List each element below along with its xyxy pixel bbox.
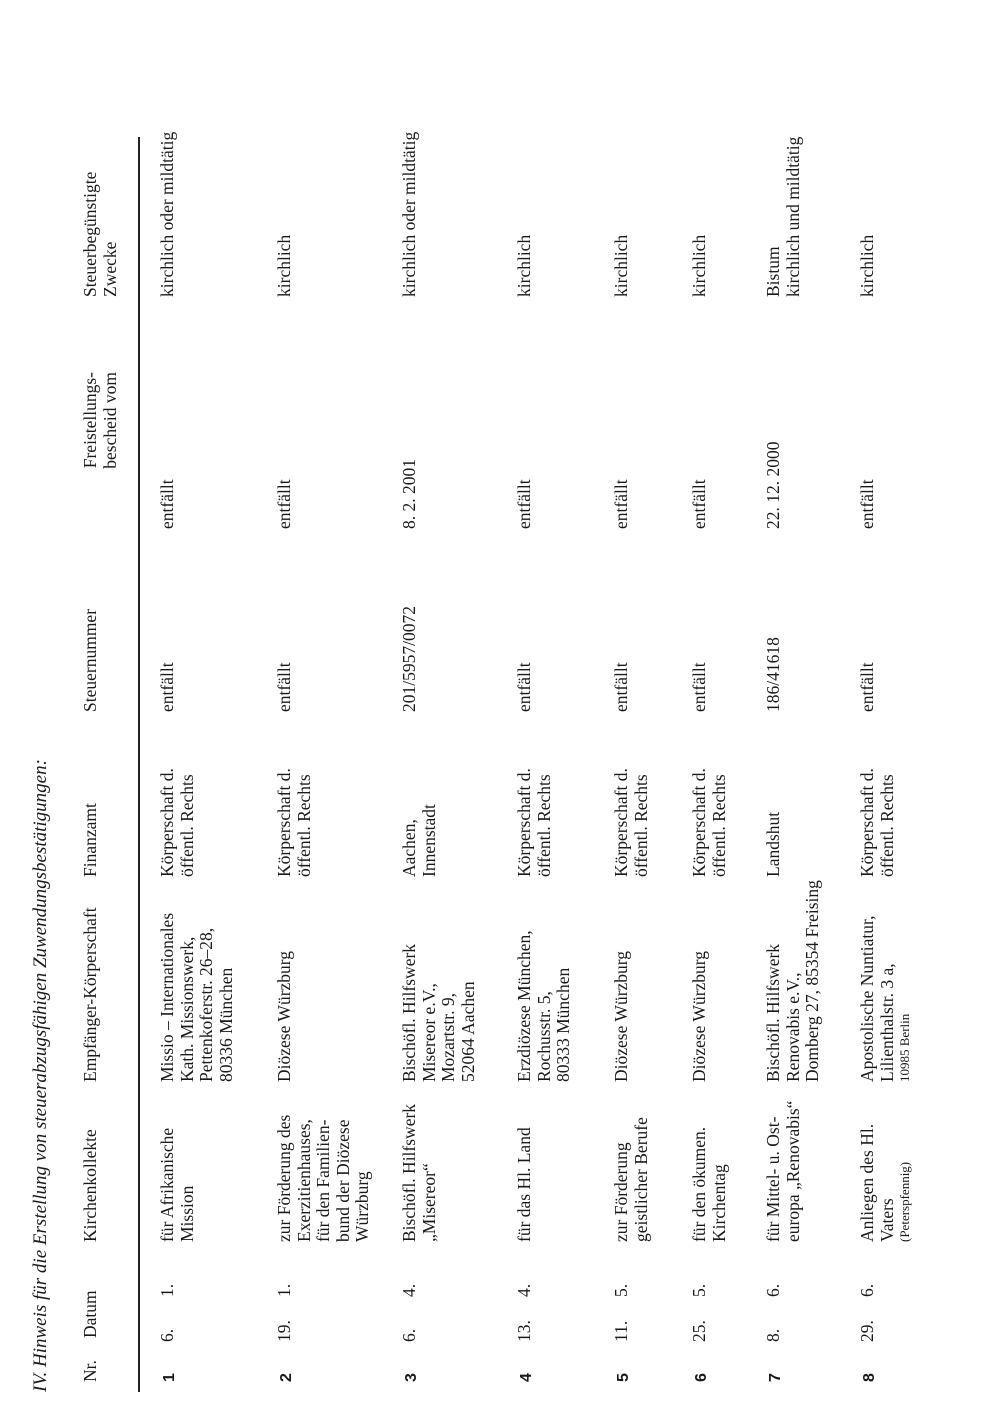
row-steuernummer: 186/41618 [763,637,783,712]
row-number: 3 [403,1373,420,1382]
row-empfaenger: Apostolische Nuntiatur, Lilienthalstr. 3 a, [857,915,897,1082]
header-empfaenger: Empfänger-Körperschaft [80,907,100,1082]
header-steuernummer: Steuernummer [80,608,100,712]
row-number: 7 [767,1373,784,1382]
header-kirchenkollekte: Kirchenkollekte [80,1129,100,1242]
row-day: 25. [689,1320,709,1342]
row-day: 19. [274,1320,294,1342]
row-empfaenger: Diözese Würzburg [689,950,709,1082]
row-finanzamt: Körperschaft d. öffentl. Rechts [274,768,314,877]
header-datum: Datum [80,1290,100,1338]
row-empfaenger: Bischöfl. Hilfswerk Misereor e.V., Mozartstr. 9, 52064 Aachen [399,943,478,1082]
row-day: 6. [157,1328,177,1342]
row-kollekte: für Mittel- u. Ost- europa „Renovabis“ [763,1100,803,1242]
row-freistellung: 22. 12. 2000 [763,441,783,529]
row-zwecke: kirchlich [274,234,294,297]
row-zwecke: kirchlich oder mildtätig [399,131,419,297]
row-kollekte: zur Förderung geistlicher Berufe [611,1117,651,1242]
row-number: 2 [278,1373,295,1382]
row-month: 5. [689,1283,709,1297]
row-steuernummer: entfällt [274,662,294,712]
row-freistellung: entfällt [857,479,877,529]
row-number: 6 [693,1373,710,1382]
row-kollekte: für das Hl. Land [514,1127,534,1242]
row-empfaenger: Diözese Würzburg [611,950,631,1082]
row-kollekte: für den ökumen. Kirchentag [689,1126,729,1242]
row-freistellung: entfällt [689,479,709,529]
row-kollekte: für Afrikanische Mission [157,1127,197,1242]
page-title: IV. Hinweis für die Erstellung von steuerabzugsfähigen Zuwendungsbestätigungen: [30,759,51,1392]
row-freistellung: 8. 2. 2001 [399,459,419,529]
row-empfaenger-note: 10985 Berlin [897,1013,912,1082]
row-finanzamt: Aachen, Innenstadt [399,804,439,877]
row-kollekte-note: (Peterspfennig) [897,1161,912,1242]
row-zwecke: kirchlich [611,234,631,297]
row-kollekte: Bischöfl. Hilfswerk „Misereor“ [399,1103,439,1242]
row-kollekte: Anliegen des Hl. Vaters [857,1123,897,1242]
row-month: 4. [514,1283,534,1297]
row-finanzamt: Landshut [763,811,783,877]
row-day: 13. [514,1320,534,1342]
row-finanzamt: Körperschaft d. öffentl. Rechts [157,768,197,877]
header-freistellung: Freistellungs- bescheid vom [80,372,120,469]
row-freistellung: entfällt [514,479,534,529]
row-empfaenger: Erzdiözese München, Rochusstr. 5, 80333 München [514,930,573,1082]
row-freistellung: entfällt [611,479,631,529]
row-zwecke: kirchlich [857,234,877,297]
row-steuernummer: entfällt [611,662,631,712]
row-finanzamt: Körperschaft d. öffentl. Rechts [611,768,651,877]
row-steuernummer: entfällt [157,662,177,712]
row-month: 4. [399,1283,419,1297]
row-number: 1 [161,1373,178,1382]
row-month: 6. [763,1283,783,1297]
row-steuernummer: 201/5957/0072 [399,606,419,712]
header-zwecke: Steuerbegünstigte Zwecke [80,171,120,297]
row-empfaenger: Missio – Internationales Kath. Missionswerk, Pettenkoferstr. 26–28, 80336 München [157,912,236,1082]
row-month: 6. [857,1283,877,1297]
row-zwecke: kirchlich [689,234,709,297]
row-kollekte: zur Förderung des Exerzitienhauses, für den Familien- bund der Diözese Würzburg [274,1114,372,1242]
row-zwecke: kirchlich oder mildtätig [157,131,177,297]
row-day: 8. [763,1328,783,1342]
row-day: 29. [857,1320,877,1342]
row-number: 8 [861,1373,878,1382]
row-zwecke: Bistum kirchlich und mildtätig [763,136,803,297]
row-day: 11. [611,1320,631,1342]
row-zwecke: kirchlich [514,234,534,297]
row-month: 5. [611,1283,631,1297]
row-empfaenger: Bischöfl. Hilfswerk Renovabis e.V., Domberg 27, 85354 Freising [763,880,822,1082]
row-steuernummer: entfällt [514,662,534,712]
row-month: 1. [274,1283,294,1297]
row-number: 4 [518,1373,535,1382]
row-day: 6. [399,1328,419,1342]
header-finanzamt: Finanzamt [80,803,100,877]
row-number: 5 [615,1373,632,1382]
row-finanzamt: Körperschaft d. öffentl. Rechts [857,768,897,877]
row-finanzamt: Körperschaft d. öffentl. Rechts [514,768,554,877]
row-freistellung: entfällt [157,479,177,529]
row-steuernummer: entfällt [857,662,877,712]
row-month: 1. [157,1283,177,1297]
header-nr: Nr. [80,1360,100,1382]
row-steuernummer: entfällt [689,662,709,712]
header-rule [138,137,140,1392]
row-empfaenger: Diözese Würzburg [274,950,294,1082]
row-freistellung: entfällt [274,479,294,529]
row-finanzamt: Körperschaft d. öffentl. Rechts [689,768,729,877]
